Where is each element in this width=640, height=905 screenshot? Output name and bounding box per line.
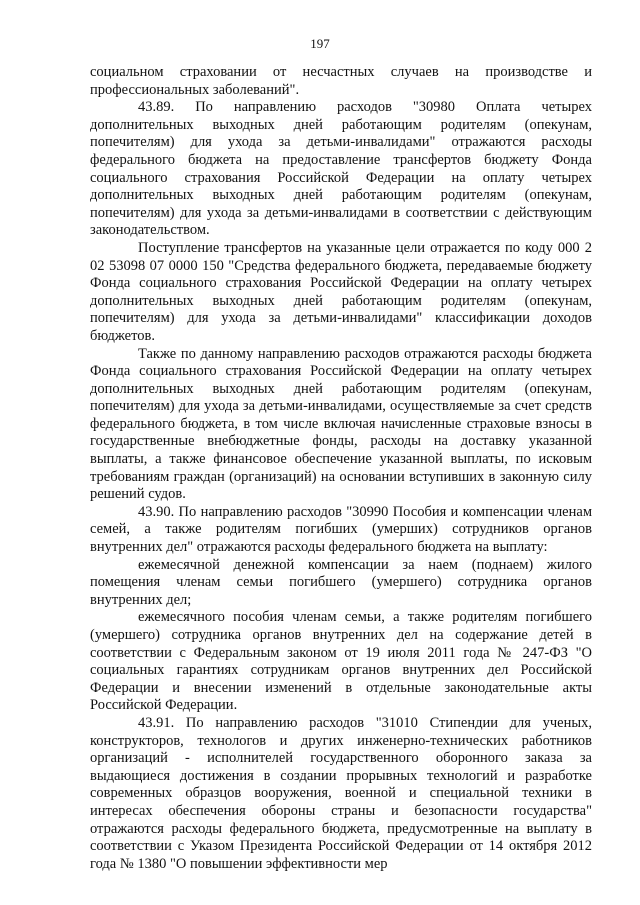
paragraph: социальном страховании от несчастных случаев на производстве и профессиональных заболеваний". bbox=[90, 64, 592, 98]
paragraph: Также по данному направлению расходов отражаются расходы бюджета Фонда социального страхования Российской Федерации на оплату четырех дополнительных выходных дней работающим родителям (опекунам, попечителям) для ухода за детьми-инвалидами, осуществляемые за счет средств федерального бюджета, в том числе включая начисленные страховые взносы в государственные внебюджетные фонды, расходы на доставку указанной выплаты, а также финансовое обеспечение указанной выплаты, по исковым требованиям граждан (организаций) на основании вступивших в законную силу решений судов. bbox=[90, 345, 592, 503]
paragraph: ежемесячной денежной компенсации за наем (поднаем) жилого помещения членам семьи погибшего (умершего) сотрудника органов внутренних дел; bbox=[90, 556, 592, 608]
paragraph: 43.89. По направлению расходов "30980 Оплата четырех дополнительных выходных дней работающим родителям (опекунам, попечителям) для ухода за детьми-инвалидами" отражаются расходы федерального бюджета на предоставление трансфертов бюджету Фонда социального страхования Российской Федерации на оплату четырех дополнительных выходных дней работающим родителям (опекунам, попечителям) для ухода за детьми-инвалидами в соответствии с действующим законодательством. bbox=[90, 99, 592, 239]
page-number: 197 bbox=[310, 36, 330, 51]
paragraph: 43.91. По направлению расходов "31010 Стипендии для ученых, конструкторов, технологов и других инженерно-технических работников организаций - исполнителей государственного оборонного заказа за выдающиеся достижения в создании прорывных технологий и разработке современных образцов вооружения, военной и специальной техники в интересах обеспечения обороны страны и безопасности государства" отражаются расходы федерального бюджета, предусмотренные на выплату в соответствии с Указом Президента Российской Федерации от 14 октября 2012 года № 1380 "О повышении эффективности мер bbox=[90, 714, 592, 872]
paragraph: Поступление трансфертов на указанные цели отражается по коду 000 2 02 53098 07 0000 150 "Средства федерального бюджета, передаваемые бюджету Фонда социального страхования Российской Федерации на оплату четырех дополнительных выходных дней работающим родителям (опекунам, попечителям) для ухода за детьми-инвалидами" классификации доходов бюджетов. bbox=[90, 239, 592, 344]
paragraph: ежемесячного пособия членам семьи, а также родителям погибшего (умершего) сотрудника органов внутренних дел на содержание детей в соответствии с Федеральным законом от 19 июля 2011 года № 247-ФЗ "О социальных гарантиях сотрудникам органов внутренних дел Российской Федерации и внесении изменений в отдельные законодательные акты Российской Федерации. bbox=[90, 609, 592, 714]
document-body bbox=[90, 64, 592, 873]
paragraph: 43.90. По направлению расходов "30990 Пособия и компенсации членам семей, а также родителям погибших (умерших) сотрудников органов внутренних дел" отражаются расходы федерального бюджета на выплату: bbox=[90, 503, 592, 556]
